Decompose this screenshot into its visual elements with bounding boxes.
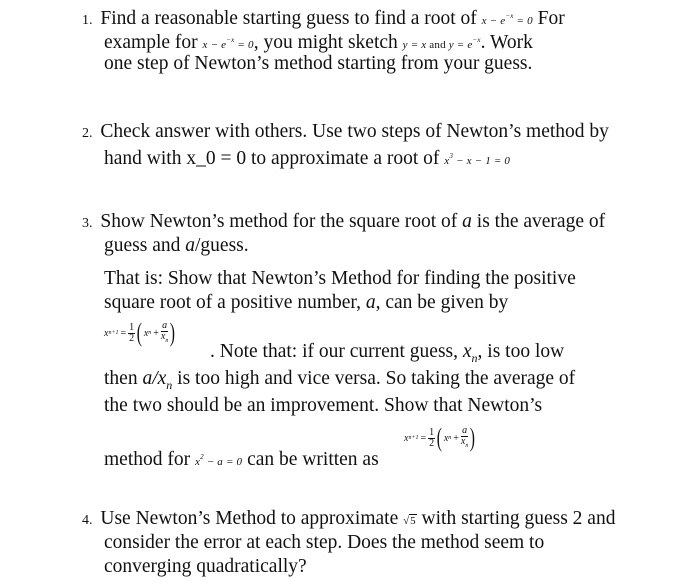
- problem-3-line-6: the two should be an improvement. Show that Newton’s: [104, 395, 543, 416]
- problem-2-line-2: [104, 144, 510, 173]
- problem-2-hand-text: hand with x_0 = 0 to approximate a root of: [104, 148, 440, 169]
- problem-3-note: [210, 340, 564, 370]
- problem-3-note-end: , is too low: [477, 341, 565, 362]
- problem-1-equation: $x - e^{-x} = 0$: [481, 12, 533, 27]
- problem-1-example-text: example for: [104, 32, 198, 53]
- problem-4-line-3: converging quadratically?: [104, 556, 307, 577]
- problem-3-para-text-c: , can be given by: [375, 292, 509, 313]
- problem-3-method-for: method for: [104, 449, 191, 470]
- problem-3-number: 3.: [82, 216, 93, 231]
- problem-4-text-a: Use Newton’s Method to approximate: [100, 508, 399, 529]
- problem-1-work-text: . Work: [480, 32, 533, 53]
- problem-1-line-3: one step of Newton’s method starting from your guess.: [104, 53, 533, 74]
- problem-3-line-7: [104, 445, 379, 474]
- problem-3-line-1: [82, 210, 605, 236]
- problem-3-para-text-a: square root of a positive number,: [104, 292, 366, 313]
- problem-4-line-1: [82, 507, 615, 533]
- newton-sqrt-formula-repeat: x n+1 = $\frac{1}{2}$ ( x n + $\frac{a}{x_n}$ ): [404, 423, 476, 452]
- problem-4-number: 4.: [82, 513, 93, 528]
- problem-3-guess-var: a: [185, 235, 195, 256]
- problem-3-var-a: a: [462, 211, 472, 232]
- problem-3-guess-text: guess and: [104, 235, 186, 256]
- problem-1-number: 1.: [82, 13, 93, 28]
- problem-1-sketch-equations: y = x and $y = e^{-x}$: [402, 36, 481, 51]
- problem-2-polynomial: $x^3 - x - 1 = 0$: [444, 152, 511, 167]
- newton-sqrt-formula: x n+1 = $\frac{1}{2}$ ( x n + $\frac{a}{x_n}$ ): [104, 318, 176, 347]
- problem-1-equation-repeat: $x - e^{-x} = 0$: [202, 36, 254, 51]
- problem-1-sketch-text: , you might sketch: [253, 32, 398, 53]
- problem-1-text-a: Find a reasonable starting guess to find a root of: [100, 8, 477, 29]
- problem-3-a-over-xn: $a/x_n$: [142, 368, 173, 392]
- problem-2-line-1: [82, 120, 609, 146]
- problem-4-line-2: consider the error at each step. Does the method seem to: [104, 532, 545, 553]
- problem-1-text-b: For: [537, 8, 565, 29]
- sqrt-symbol: √5: [403, 515, 416, 527]
- problem-3-para-var: a: [365, 292, 376, 313]
- problem-3-text-a: Show Newton’s method for the square root of: [100, 211, 458, 232]
- problem-3-line-5: [104, 367, 575, 397]
- problem-3-line-5-end: is too high and vice versa. So taking the average of: [172, 368, 576, 389]
- problem-4-text-b: with starting guess 2 and: [421, 508, 616, 529]
- problem-3-para-line-1: That is: Show that Newton’s Method for finding the positive: [104, 268, 576, 289]
- problem-3-polynomial: $x^2 - a = 0$: [194, 453, 243, 468]
- problem-2-text: Check answer with others. Use two steps of Newton’s method by: [100, 121, 609, 142]
- problem-3-guess-end: /guess.: [195, 235, 249, 256]
- problem-3-text-b: is the average of: [471, 211, 606, 232]
- problem-3-para-line-2: [104, 291, 508, 315]
- problem-3-written-as: can be written as: [247, 449, 379, 470]
- problem-2-number: 2.: [82, 126, 93, 141]
- problem-3-line-2: [104, 234, 249, 258]
- problem-3-note-xn: $x_n$: [462, 341, 478, 365]
- problem-3-note-text: . Note that: if our current guess,: [210, 341, 459, 362]
- problem-3-then: then: [104, 368, 138, 389]
